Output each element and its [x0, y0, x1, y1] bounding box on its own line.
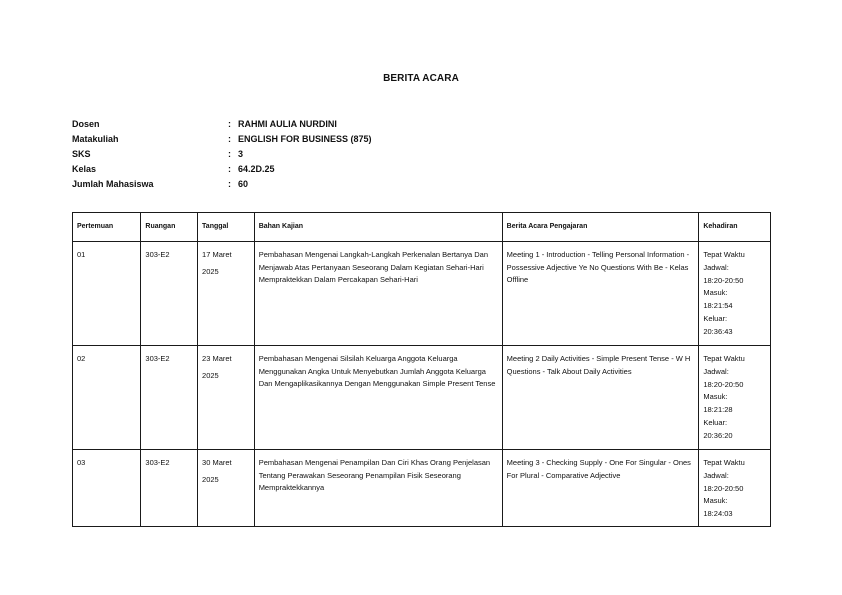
cell-bahan-kajian: Pembahasan Mengenai Langkah-Langkah Perkenalan Bertanya Dan Menjawab Atas Pertanyaan Seseorang Dalam Kegiatan Sehari-Hari Mempraktekkan Dalam Percakapan Sehari-Hari	[254, 242, 502, 346]
info-row-kelas	[72, 161, 372, 176]
attendance-line: Jadwal:	[703, 366, 729, 376]
info-label: Dosen	[72, 118, 100, 129]
cell-kehadiran	[699, 346, 771, 450]
attendance-line: Keluar:	[703, 417, 728, 427]
header-tanggal: Tanggal	[198, 213, 255, 242]
cell-bahan-kajian: Pembahasan Mengenai Silsilah Keluarga Anggota Keluarga Menggunakan Angka Untuk Menyebutkan Jumlah Anggota Keluarga Dan Mengaplikasikannya Dengan Menggunakan Simple Present Tense	[254, 346, 502, 450]
table-row	[73, 242, 771, 346]
date-text: 23 Maret	[202, 354, 232, 363]
info-row-matakuliah	[72, 131, 372, 146]
attendance-line: 18:20-20:50	[703, 379, 744, 389]
info-separator: :	[228, 133, 231, 144]
info-row-dosen	[72, 116, 372, 131]
attendance-status: Tepat Waktu	[703, 458, 745, 467]
cell-ruangan: 303-E2	[141, 450, 198, 527]
attendance-line: Masuk:	[703, 392, 728, 402]
attendance-line: 18:20-20:50	[703, 275, 744, 285]
attendance-status: Tepat Waktu	[703, 250, 745, 259]
cell-ruangan: 303-E2	[141, 242, 198, 346]
date-text: 30 Maret	[202, 458, 232, 467]
attendance-line: Keluar:	[703, 313, 728, 323]
attendance-line: 18:20-20:50	[703, 483, 744, 493]
attendance-line: 18:21:54	[703, 301, 733, 311]
info-separator: :	[228, 178, 231, 189]
info-separator: :	[228, 163, 231, 174]
header-kehadiran: Kehadiran	[699, 213, 771, 242]
attendance-line: Masuk:	[703, 496, 728, 506]
page-title: BERITA ACARA	[383, 73, 459, 84]
table-row	[73, 450, 771, 527]
year-text: 2025	[202, 370, 219, 380]
cell-tanggal	[198, 346, 255, 450]
cell-kehadiran	[699, 450, 771, 527]
info-label: Matakuliah	[72, 133, 119, 144]
cell-tanggal	[198, 242, 255, 346]
cell-pertemuan: 01	[73, 242, 141, 346]
info-separator: :	[228, 148, 231, 159]
attendance-line: 20:36:43	[703, 326, 733, 336]
year-text: 2025	[202, 266, 219, 276]
minutes-table	[72, 212, 771, 527]
attendance-line: 18:24:03	[703, 509, 733, 519]
cell-ruangan: 303-E2	[141, 346, 198, 450]
header-pertemuan: Pertemuan	[73, 213, 141, 242]
course-info	[72, 116, 372, 191]
info-value: 3	[238, 148, 244, 159]
info-label: Kelas	[72, 163, 97, 174]
info-value: RAHMI AULIA NURDINI	[238, 118, 337, 129]
attendance-line: 20:36:20	[703, 430, 733, 440]
year-text: 2025	[202, 474, 219, 484]
cell-pertemuan: 02	[73, 346, 141, 450]
date-text: 17 Maret	[202, 250, 232, 259]
cell-berita-acara: Meeting 2 Daily Activities - Simple Present Tense - W H Questions - Talk About Daily Activities	[502, 346, 699, 450]
info-value: 60	[238, 178, 249, 189]
info-value: ENGLISH FOR BUSINESS (875)	[238, 133, 372, 144]
info-label: Jumlah Mahasiswa	[72, 178, 154, 189]
info-label: SKS	[72, 148, 91, 159]
table-row	[73, 346, 771, 450]
attendance-status: Tepat Waktu	[703, 354, 745, 363]
info-row-sks	[72, 146, 372, 161]
cell-berita-acara: Meeting 1 - Introduction - Telling Personal Information - Possessive Adjective Ye No Questions With Be - Kelas Offline	[502, 242, 699, 346]
info-row-jumlah-mahasiswa	[72, 176, 372, 191]
attendance-line: Jadwal:	[703, 262, 729, 272]
cell-kehadiran	[699, 242, 771, 346]
attendance-line: Jadwal:	[703, 470, 729, 480]
header-ruangan: Ruangan	[141, 213, 198, 242]
info-separator: :	[228, 118, 231, 129]
header-berita-acara: Berita Acara Pengajaran	[502, 213, 699, 242]
cell-pertemuan: 03	[73, 450, 141, 527]
info-value: 64.2D.25	[238, 163, 275, 174]
cell-berita-acara: Meeting 3 - Checking Supply - One For Singular - Ones For Plural - Comparative Adjective	[502, 450, 699, 527]
cell-bahan-kajian: Pembahasan Mengenai Penampilan Dan Ciri Khas Orang Penjelasan Tentang Perawakan Seseorang Penampilan Fisik Seseorang Mempraktekkannya	[254, 450, 502, 527]
attendance-line: Masuk:	[703, 288, 728, 298]
attendance-line: 18:21:28	[703, 405, 733, 415]
cell-tanggal	[198, 450, 255, 527]
header-bahan-kajian: Bahan Kajian	[254, 213, 502, 242]
table-header-row	[73, 213, 771, 242]
